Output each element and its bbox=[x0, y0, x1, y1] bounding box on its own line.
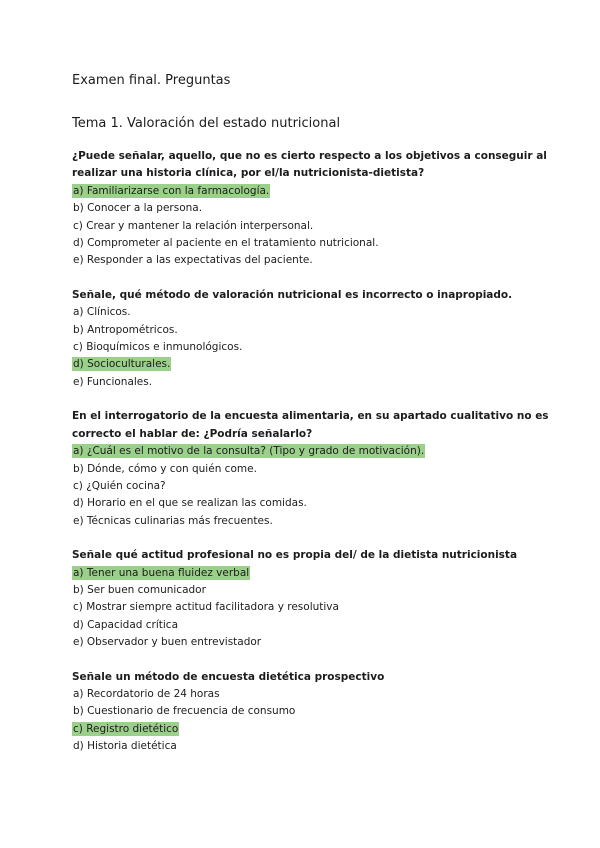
answer-option-highlighted bbox=[72, 565, 560, 582]
answer-option bbox=[72, 235, 560, 252]
question-block bbox=[72, 408, 560, 530]
answer-option bbox=[72, 513, 560, 530]
answer-option-text: d) Comprometer al paciente en el tratamiento nutricional. bbox=[73, 237, 379, 250]
answer-option bbox=[72, 218, 560, 235]
answer-option-text: b) Ser buen comunicador bbox=[73, 583, 206, 596]
answer-option bbox=[72, 339, 560, 356]
answer-option-text: b) Dónde, cómo y con quién come. bbox=[73, 462, 257, 475]
answer-option-text: a) ¿Cuál es el motivo de la consulta? (Tipo y grado de motivación). bbox=[73, 445, 425, 458]
answer-option-text: a) Tener una buena fluidez verbal bbox=[73, 566, 250, 579]
option-list bbox=[72, 686, 560, 756]
answer-option bbox=[72, 703, 560, 720]
topic-title: Tema 1. Valoración del estado nutricional bbox=[72, 116, 341, 131]
option-list bbox=[72, 565, 560, 652]
question-text: Señale qué actitud profesional no es propia del/ de la dietista nutricionista bbox=[72, 549, 518, 562]
answer-option bbox=[72, 322, 560, 339]
answer-option-highlighted bbox=[72, 443, 560, 460]
answer-option bbox=[72, 738, 560, 755]
answer-option-text: e) Técnicas culinarias más frecuentes. bbox=[73, 514, 273, 527]
answer-option-text: a) Recordatorio de 24 horas bbox=[73, 687, 220, 700]
question-block bbox=[72, 287, 560, 391]
answer-option-text: b) Conocer a la persona. bbox=[73, 202, 203, 215]
answer-option-text: c) Mostrar siempre actitud facilitadora y resolutiva bbox=[73, 601, 339, 614]
answer-option bbox=[72, 495, 560, 512]
document-title: Examen final. Preguntas bbox=[72, 73, 231, 88]
answer-option-text: d) Capacidad crítica bbox=[73, 618, 179, 631]
option-list bbox=[72, 304, 560, 391]
question-block bbox=[72, 547, 560, 651]
answer-option-text: a) Familiarizarse con la farmacología. bbox=[73, 184, 270, 197]
answer-option bbox=[72, 252, 560, 269]
answer-option-text: d) Socioculturales. bbox=[73, 358, 171, 371]
answer-option bbox=[72, 478, 560, 495]
answer-option bbox=[72, 582, 560, 599]
answer-option-text: e) Observador y buen entrevistador bbox=[73, 636, 262, 649]
answer-option-text: c) Registro dietético bbox=[73, 722, 179, 735]
answer-option-text: c) ¿Quién cocina? bbox=[73, 479, 166, 492]
answer-option bbox=[72, 617, 560, 634]
question-block bbox=[72, 148, 560, 270]
answer-option-text: a) Clínicos. bbox=[73, 306, 131, 319]
question-text: En el interrogatorio de la encuesta alimentaria, en su apartado cualitativo no es correcto el hablar de: ¿Podría señalarlo? bbox=[72, 410, 549, 440]
answer-option-text: b) Cuestionario de frecuencia de consumo bbox=[73, 705, 296, 718]
answer-option bbox=[72, 686, 560, 703]
option-list bbox=[72, 183, 560, 270]
answer-option bbox=[72, 599, 560, 616]
answer-option-highlighted bbox=[72, 356, 560, 373]
answer-option-text: c) Bioquímicos e inmunológicos. bbox=[73, 341, 243, 354]
question-list bbox=[72, 148, 560, 756]
answer-option-text: b) Antropométricos. bbox=[73, 323, 178, 336]
option-list bbox=[72, 443, 560, 530]
answer-option-highlighted bbox=[72, 183, 560, 200]
answer-option bbox=[72, 634, 560, 651]
question-text: Señale un método de encuesta dietética prospectivo bbox=[72, 670, 385, 683]
answer-option-text: e) Funcionales. bbox=[73, 375, 153, 388]
answer-option bbox=[72, 200, 560, 217]
question-block bbox=[72, 669, 560, 756]
answer-option bbox=[72, 304, 560, 321]
answer-option-highlighted bbox=[72, 721, 560, 738]
question-text: ¿Puede señalar, aquello, que no es cierto respecto a los objetivos a conseguir al realizar una historia clínica, por el/la nutricionista-dietista? bbox=[72, 150, 547, 180]
answer-option-text: d) Historia dietética bbox=[73, 740, 177, 753]
answer-option bbox=[72, 374, 560, 391]
answer-option-text: d) Horario en el que se realizan las comidas. bbox=[73, 497, 307, 510]
answer-option-text: c) Crear y mantener la relación interpersonal. bbox=[73, 219, 314, 232]
answer-option bbox=[72, 461, 560, 478]
answer-option-text: e) Responder a las expectativas del paciente. bbox=[73, 254, 313, 267]
question-text: Señale, qué método de valoración nutricional es incorrecto o inapropiado. bbox=[72, 288, 513, 301]
